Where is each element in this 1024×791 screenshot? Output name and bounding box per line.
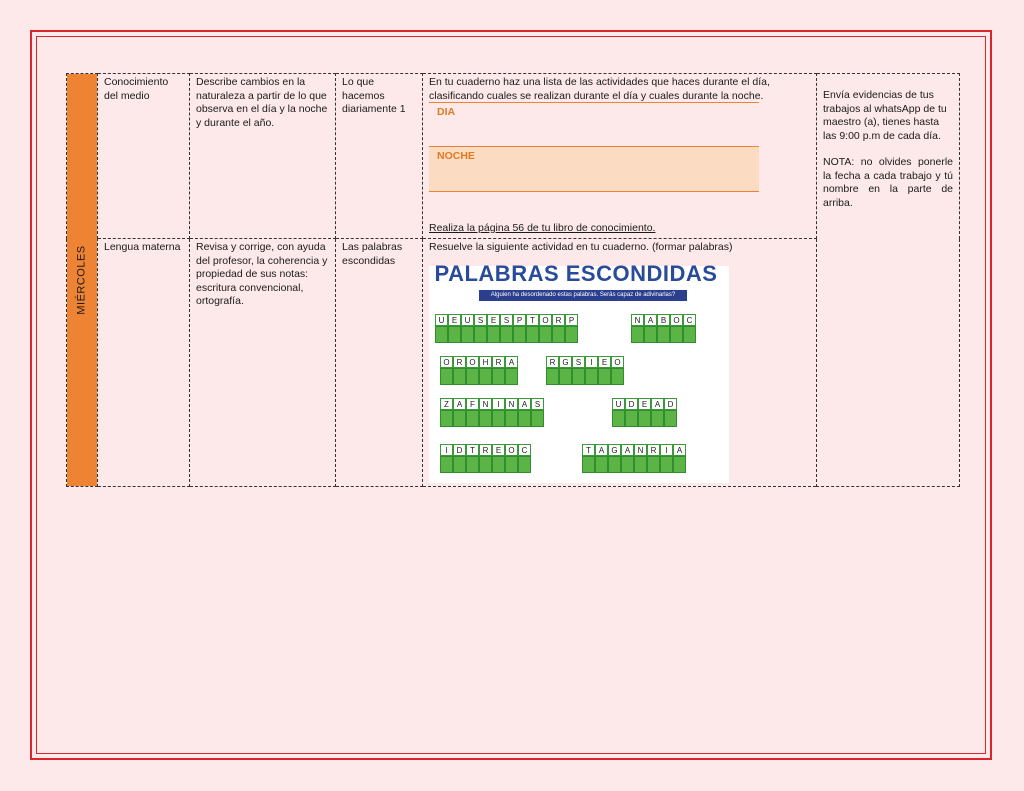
answer-blank (453, 410, 466, 427)
letter-tile: O (611, 356, 624, 368)
answer-blank (492, 368, 505, 385)
answer-blank (651, 410, 664, 427)
letter-tile: P (565, 314, 578, 326)
answer-blank (505, 410, 518, 427)
letter-tile: U (612, 398, 625, 410)
answer-blank (492, 456, 505, 473)
letter-tile: D (664, 398, 677, 410)
letter-tile: A (518, 398, 531, 410)
letter-tile: U (435, 314, 448, 326)
letter-tile: F (466, 398, 479, 410)
answer-blank (500, 326, 513, 343)
letter-tile: N (634, 444, 647, 456)
letter-tile: R (546, 356, 559, 368)
answer-blank (612, 410, 625, 427)
answer-blank (670, 326, 683, 343)
day-box (429, 102, 759, 119)
answer-blank (440, 410, 453, 427)
letter-tile: A (505, 356, 518, 368)
letter-tile: O (539, 314, 552, 326)
day-label: MIÉRCOLES (75, 245, 88, 315)
answer-blank (673, 456, 686, 473)
scrambled-word (582, 444, 686, 473)
letter-tile: H (479, 356, 492, 368)
activity-cell (423, 239, 817, 487)
letter-tile: Z (440, 398, 453, 410)
learning-cell (190, 239, 336, 487)
learning-text: Revisa y corrige, con ayuda del profesor, la coherencia y propiedad de sus notas: escritura convencional, ortografía. (196, 241, 328, 307)
book-page-note: Realiza la página 56 de tu libro de conocimiento. (429, 221, 656, 234)
letter-tile: N (505, 398, 518, 410)
answer-blank (611, 368, 624, 385)
subject-text: Conocimiento del medio (104, 76, 169, 102)
topic-cell (336, 239, 423, 487)
answer-blank (461, 326, 474, 343)
answer-blank (526, 326, 539, 343)
answer-blank (453, 368, 466, 385)
day-box-label: DIA (437, 106, 456, 118)
letter-tile: S (531, 398, 544, 410)
letter-tile: N (479, 398, 492, 410)
activity-cell (423, 74, 817, 239)
subject-text: Lengua materna (104, 241, 181, 253)
scrambled-word (546, 356, 624, 385)
day-cell (67, 74, 98, 487)
lesson-plan-table (66, 73, 960, 487)
answer-blank (634, 456, 647, 473)
answer-blank (518, 456, 531, 473)
letter-tile: I (492, 398, 505, 410)
letter-tile: E (492, 444, 505, 456)
answer-blank (440, 456, 453, 473)
answer-blank (647, 456, 660, 473)
learning-cell (190, 74, 336, 239)
scrambled-word (440, 356, 518, 385)
letter-tile: S (500, 314, 513, 326)
letter-tile: R (479, 444, 492, 456)
letter-tile: A (644, 314, 657, 326)
scrambled-word (440, 444, 531, 473)
answer-blank (479, 456, 492, 473)
letter-tile: A (453, 398, 466, 410)
letter-tile: A (595, 444, 608, 456)
answer-blank (582, 456, 595, 473)
scrambled-word (631, 314, 696, 343)
letter-tile: R (552, 314, 565, 326)
letter-tile: A (651, 398, 664, 410)
letter-tile: R (492, 356, 505, 368)
activity-instruction: En tu cuaderno haz una lista de las actividades que haces durante el día, clasificando cuales se realizan durante el día y cuales durante la noche. (429, 76, 770, 102)
subject-cell (98, 239, 190, 487)
answer-blank (466, 456, 479, 473)
letter-tile: P (513, 314, 526, 326)
letter-tile: S (572, 356, 585, 368)
letter-tile: I (440, 444, 453, 456)
topic-text: Las palabras escondidas (342, 241, 403, 267)
answer-blank (492, 410, 505, 427)
topic-cell (336, 74, 423, 239)
answer-blank (595, 456, 608, 473)
answer-blank (631, 326, 644, 343)
letter-tile: T (466, 444, 479, 456)
letter-tile: O (466, 356, 479, 368)
letter-tile: E (487, 314, 500, 326)
letter-tile: G (559, 356, 572, 368)
answer-blank (531, 410, 544, 427)
puzzle-title: PALABRAS ESCONDIDAS (434, 261, 718, 286)
answer-blank (448, 326, 461, 343)
letter-tile: O (440, 356, 453, 368)
letter-tile: A (673, 444, 686, 456)
letter-tile: N (631, 314, 644, 326)
letter-tile: I (660, 444, 673, 456)
note-text: NOTA: no olvides ponerle la fecha a cada trabajo y tú nombre en la parte de arriba. (823, 156, 953, 209)
answer-blank (513, 326, 526, 343)
letter-tile: A (621, 444, 634, 456)
letter-tile: T (526, 314, 539, 326)
answer-blank (466, 410, 479, 427)
answer-blank (683, 326, 696, 343)
letter-tile: D (453, 444, 466, 456)
answer-blank (625, 410, 638, 427)
letter-tile: B (657, 314, 670, 326)
scrambled-word (440, 398, 544, 427)
hidden-words-puzzle (429, 261, 729, 483)
subject-cell (98, 74, 190, 239)
scrambled-word (435, 314, 578, 343)
answer-blank (559, 368, 572, 385)
answer-blank (644, 326, 657, 343)
answer-blank (598, 368, 611, 385)
learning-text: Describe cambios en la naturaleza a partir de lo que observa en el día y la noche y durante el año. (196, 76, 328, 129)
answer-blank (505, 368, 518, 385)
observations-cell (817, 74, 960, 487)
answer-blank (657, 326, 670, 343)
answer-blank (453, 456, 466, 473)
letter-tile: D (625, 398, 638, 410)
night-box-label: NOCHE (437, 150, 475, 162)
night-box (429, 146, 759, 192)
answer-blank (518, 410, 531, 427)
answer-blank (565, 326, 578, 343)
answer-blank (474, 326, 487, 343)
letter-tile: G (608, 444, 621, 456)
topic-text: Lo que hacemos diariamente 1 (342, 76, 406, 115)
evidence-text: Envía evidencias de tus trabajos al whatsApp de tu maestro (a), tienes hasta las 9:00 p.m de cada día. (823, 89, 947, 142)
answer-blank (552, 326, 565, 343)
activity-instruction: Resuelve la siguiente actividad en tu cuaderno. (formar palabras) (429, 241, 733, 253)
letter-tile: O (505, 444, 518, 456)
letter-tile: E (638, 398, 651, 410)
letter-tile: C (518, 444, 531, 456)
answer-blank (621, 456, 634, 473)
answer-blank (546, 368, 559, 385)
answer-blank (608, 456, 621, 473)
letter-tile: C (683, 314, 696, 326)
answer-blank (585, 368, 598, 385)
letter-tile: U (461, 314, 474, 326)
answer-blank (660, 456, 673, 473)
letter-tile: S (474, 314, 487, 326)
answer-blank (638, 410, 651, 427)
answer-blank (539, 326, 552, 343)
answer-blank (435, 326, 448, 343)
puzzle-subtitle: Alguien ha desordenado estas palabras. Serás capaz de adivinarlas? (479, 290, 687, 301)
scrambled-word (612, 398, 677, 427)
letter-tile: T (582, 444, 595, 456)
letter-tile: E (448, 314, 461, 326)
answer-blank (505, 456, 518, 473)
answer-blank (572, 368, 585, 385)
answer-blank (440, 368, 453, 385)
answer-blank (479, 368, 492, 385)
answer-blank (487, 326, 500, 343)
answer-blank (479, 410, 492, 427)
letter-tile: E (598, 356, 611, 368)
letter-tile: R (647, 444, 660, 456)
answer-blank (466, 368, 479, 385)
letter-tile: O (670, 314, 683, 326)
letter-tile: I (585, 356, 598, 368)
answer-blank (664, 410, 677, 427)
letter-tile: R (453, 356, 466, 368)
